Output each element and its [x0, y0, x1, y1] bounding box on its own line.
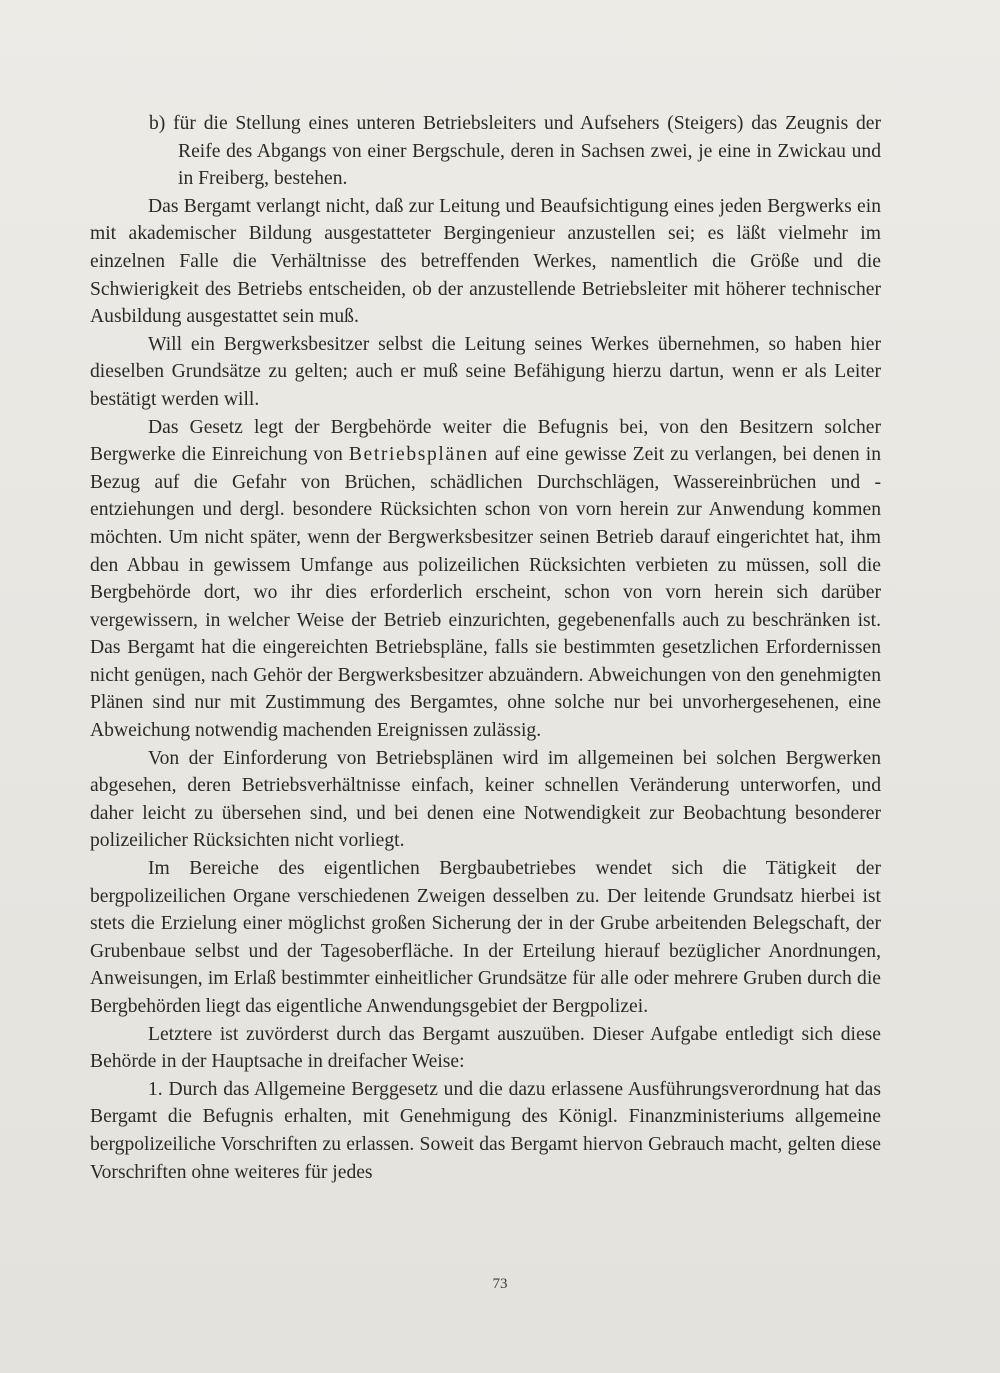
paragraph-betriebsplaene	[90, 414, 881, 745]
paragraph-text-after: auf eine gewisse Zeit zu verlangen, bei denen in Bezug auf die Gefahr von Brüchen, schädlichen Durchschlägen, Wassereinbrüchen und -entziehungen und dergl. besondere Rücksichten schon von vorn herein zur Anwendung kommen möchten. Um nicht später, wenn der Bergwerksbesitzer seinen Betrieb darauf eingerichtet hat, ihm den Abbau in gewissem Umfange aus polizeilichen Rücksichten verbieten zu müssen, soll die Bergbehörde dort, wo ihr dies erforderlich erscheint, schon von vorn herein sich darüber vergewissern, in welcher Weise der Betrieb einzurichten, gegebenenfalls auch zu beschränken ist. Das Bergamt hat die eingereichten Betriebspläne, falls sie bestimmten gesetzlichen Erfordernissen nicht genügen, nach Gehör der Bergwerksbesitzer abzuändern. Abweichungen von den genehmigten Plänen sind nur mit Zustimmung des Bergamtes, ohne solche nur bei unvorhergesehenen, eine Abweichung notwendig machenden Ereignissen zulässig.	[90, 444, 881, 742]
paragraph-b-item: b) für die Stellung eines unteren Betriebsleiters und Aufsehers (Steigers) das Zeugnis der Reife des Abgangs von einer Bergschule, deren in Sachsen zwei, je eine in Zwickau und in Freiberg, bestehen.	[149, 113, 881, 190]
paragraph-bergamt-leitung: Das Bergamt verlangt nicht, daß zur Leitung und Beaufsichtigung eines jeden Bergwerks ein mit akademischer Bildung ausgestatteter Bergingenieur anzustellen sei; es läßt vielmehr im einzelnen Falle die Verhältnisse des betreffenden Werkes, namentlich die Größe und die Schwierigkeit des Betriebs entscheiden, ob der anzustellende Betriebsleiter mit höherer technischer Ausbildung ausgestattet sein muß.	[90, 195, 881, 328]
page-number: 73	[492, 1276, 508, 1292]
body-text	[90, 110, 881, 1186]
paragraph-bergbaubetrieb: Im Bereiche des eigentlichen Bergbaubetriebes wendet sich die Tätigkeit der bergpolizeilichen Organe verschiedenen Zweigen desselben zu. Der leitende Grundsatz hierbei ist stets die Erzielung einer möglichst großen Sicherung der in der Grube arbeitenden Belegschaft, der Grubenbaue selbst und der Tagesoberfläche. In der Erteilung hierauf bezüglicher Anordnungen, Anweisungen, im Erlaß bestimmter einheitlicher Grundsätze für alle oder mehrere Gruben durch die Bergbehörden liegt das eigentliche Anwendungsgebiet der Bergpolizei.	[90, 858, 881, 1017]
paragraph-numbered-1: 1. Durch das Allgemeine Berggesetz und die dazu erlassene Ausführungsverordnung hat das Bergamt die Befugnis erhalten, mit Genehmigung des Königl. Finanzministeriums allgemeine bergpolizeiliche Vorschriften zu erlassen. Soweit das Bergamt hiervon Gebrauch macht, gelten diese Vorschriften ohne weiteres für jedes	[90, 1078, 881, 1183]
paragraph-einforderung: Von der Einforderung von Betriebsplänen wird im allgemeinen bei solchen Bergwerken abgesehen, deren Betriebsverhältnisse einfach, keiner schnellen Veränderung unterworfen, und daher leicht zu übersehen sind, und bei denen eine Notwendigkeit zur Beobachtung besonderer polizeilicher Rücksichten nicht vorliegt.	[90, 747, 881, 852]
paragraph-text-before: Das Gesetz legt der Bergbehörde weiter die Befugnis bei, von den Besitzern solcher Bergwerke die Einreichung von	[90, 416, 881, 466]
paragraph-bergwerksbesitzer: Will ein Bergwerksbesitzer selbst die Leitung seines Werkes übernehmen, so haben hier dieselben Grundsätze zu gelten; auch er muß seine Befähigung hierzu dartun, wenn er als Leiter bestätigt werden will.	[90, 333, 881, 410]
emphasized-term: Betriebsplänen	[348, 444, 489, 466]
paragraph-letztere: Letztere ist zuvörderst durch das Bergamt auszuüben. Dieser Aufgabe entledigt sich diese Behörde in der Hauptsache in dreifacher Weise:	[90, 1023, 881, 1073]
